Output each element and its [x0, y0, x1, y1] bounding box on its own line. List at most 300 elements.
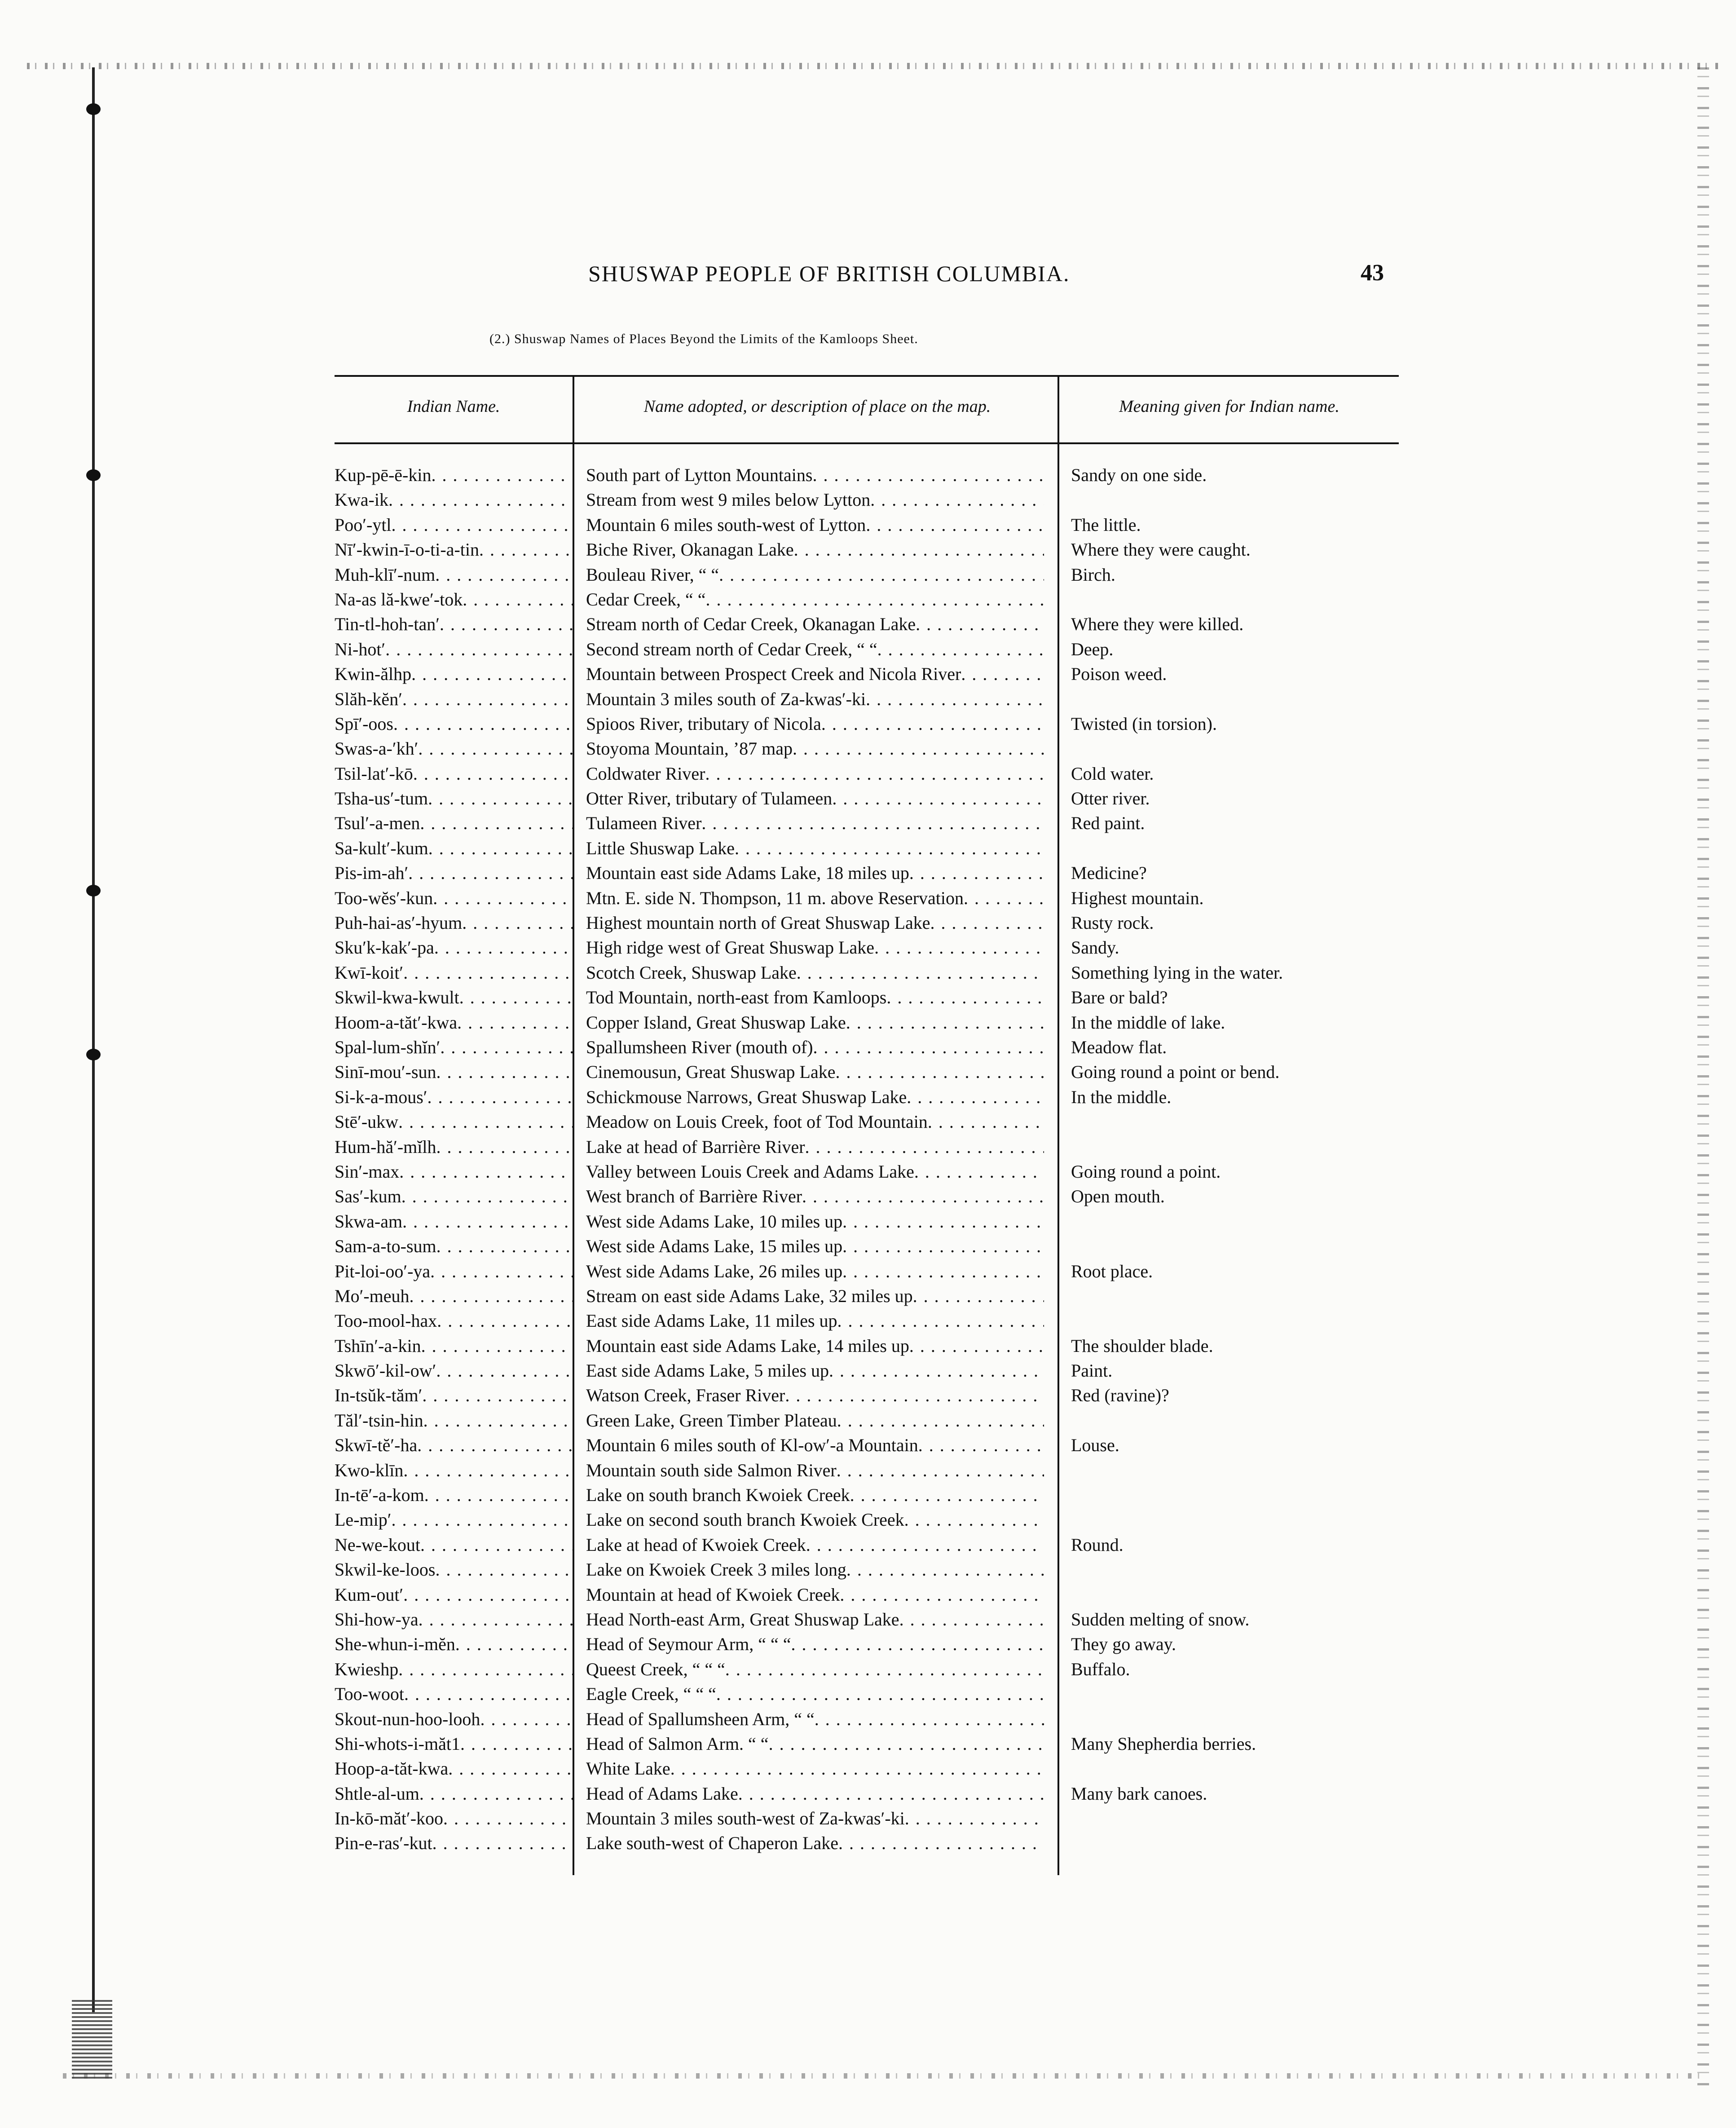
dot-leader	[432, 1831, 573, 1855]
dot-leader	[899, 1607, 1044, 1632]
table-row	[335, 886, 1399, 910]
place-description-cell	[586, 487, 1044, 512]
dot-leader	[428, 836, 573, 861]
indian-name-cell-text: Slăh-kĕn′	[335, 689, 402, 709]
dot-leader	[907, 1085, 1044, 1109]
place-description-cell	[586, 1035, 1044, 1060]
place-description-cell-text: Head of Salmon Arm. “ “	[586, 1733, 769, 1754]
indian-name-cell	[335, 1408, 573, 1433]
place-description-cell	[586, 1109, 1044, 1134]
dot-leader	[411, 662, 573, 686]
place-description-cell-text: White Lake	[586, 1758, 670, 1779]
indian-name-cell	[335, 1582, 573, 1607]
indian-name-cell	[335, 537, 573, 562]
table-row	[335, 836, 1399, 861]
meaning-cell-text: They go away.	[1071, 1634, 1176, 1655]
table-row	[335, 1184, 1399, 1209]
dot-leader	[866, 687, 1044, 711]
dot-leader	[735, 836, 1044, 861]
place-description-cell-text: Scotch Creek, Shuswap Lake	[586, 962, 797, 983]
table-row	[335, 1731, 1399, 1756]
dot-leader	[435, 1557, 573, 1582]
table-row	[335, 1458, 1399, 1483]
table-row	[335, 1483, 1399, 1507]
indian-name-cell-text: Tsul′-a-men	[335, 813, 420, 834]
indian-name-cell-text: Skwil-kwa-kwult	[335, 987, 459, 1008]
dot-leader	[404, 1682, 573, 1706]
dot-leader	[918, 1433, 1044, 1457]
place-description-cell	[586, 811, 1044, 835]
place-description-cell-text: Lake on south branch Kwoiek Creek	[586, 1485, 850, 1505]
dot-leader	[434, 935, 573, 960]
place-description-cell-text: South part of Lytton Mountains	[586, 465, 813, 485]
place-description-cell-text: Lake on second south branch Kwoiek Creek	[586, 1510, 904, 1530]
meaning-cell	[1071, 512, 1394, 537]
table-row	[335, 1657, 1399, 1682]
meaning-cell	[1071, 935, 1394, 960]
meaning-cell-text: Louse.	[1071, 1435, 1119, 1456]
dot-leader	[813, 1035, 1044, 1060]
meaning-cell	[1071, 1060, 1394, 1084]
indian-name-cell-text: Puh-hai-as′-hyum	[335, 913, 463, 933]
dot-leader	[870, 487, 1044, 512]
indian-name-cell	[335, 1707, 573, 1731]
dot-leader	[418, 736, 573, 761]
place-description-cell	[586, 1284, 1044, 1308]
dot-leader	[435, 562, 573, 587]
indian-name-cell	[335, 487, 573, 512]
page-edge-top	[27, 63, 1718, 69]
place-description-cell	[586, 612, 1044, 636]
indian-name-cell-text: Skout-nun-hoo-looh	[335, 1709, 480, 1729]
indian-name-cell	[335, 1756, 573, 1781]
table-row	[335, 1358, 1399, 1383]
indian-name-cell	[335, 1060, 573, 1084]
table-row	[335, 1756, 1399, 1781]
indian-name-cell	[335, 1831, 573, 1855]
dot-leader	[459, 985, 573, 1010]
indian-name-cell-text: Spī′-oos	[335, 713, 393, 734]
place-description-cell-text: Spallumsheen River (mouth of)	[586, 1037, 813, 1057]
dot-leader	[436, 1234, 573, 1258]
indian-name-cell-text: She-whun-i-mĕn	[335, 1634, 455, 1655]
meaning-cell	[1071, 1333, 1394, 1358]
dot-leader	[670, 1756, 1044, 1781]
binding-mark	[86, 103, 101, 115]
table-row	[335, 1259, 1399, 1284]
meaning-cell-text: Deep.	[1071, 639, 1114, 659]
table-row	[335, 1831, 1399, 1855]
indian-name-cell-text: Shtle-al-um	[335, 1783, 419, 1804]
indian-name-cell	[335, 786, 573, 811]
indian-name-cell	[335, 1234, 573, 1258]
place-description-cell-text: Cinemousun, Great Shuswap Lake	[586, 1062, 836, 1082]
meaning-cell-text: Buffalo.	[1071, 1659, 1130, 1679]
dot-leader	[398, 1657, 573, 1682]
indian-name-cell-text: Na-as lă-kwe′-tok	[335, 589, 463, 609]
indian-name-cell-text: Shi-whots-i-măt1	[335, 1733, 460, 1754]
meaning-cell	[1071, 711, 1394, 736]
indian-name-cell-text: Swas-a-′kh′	[335, 738, 419, 759]
table-row	[335, 736, 1399, 761]
place-description-cell-text: Copper Island, Great Shuswap Lake	[586, 1012, 846, 1033]
dot-leader	[793, 736, 1044, 761]
table-row	[335, 1284, 1399, 1308]
indian-name-cell-text: Pin-e-ras′-kut	[335, 1833, 432, 1854]
place-description-cell-text: Mountain south side Salmon River	[586, 1460, 837, 1480]
dot-leader	[420, 811, 573, 835]
place-description-cell	[586, 512, 1044, 537]
place-description-cell	[586, 886, 1044, 910]
dot-leader	[738, 1781, 1044, 1806]
place-description-cell-text: Lake at head of Kwoiek Creek	[586, 1534, 806, 1555]
indian-name-cell-text: Kum-out′	[335, 1584, 404, 1605]
place-description-cell	[586, 1085, 1044, 1109]
indian-name-cell	[335, 1333, 573, 1358]
dot-leader	[785, 1383, 1044, 1408]
indian-name-cell-text: Tshīn′-a-kin	[335, 1335, 421, 1356]
place-description-cell-text: Cedar Creek, “ “	[586, 589, 706, 609]
place-description-cell	[586, 985, 1044, 1010]
indian-name-cell	[335, 985, 573, 1010]
dot-leader	[436, 1135, 573, 1159]
dot-leader	[440, 1035, 573, 1060]
table-row	[335, 1532, 1399, 1557]
dot-leader	[815, 1707, 1044, 1731]
table-row	[335, 861, 1399, 885]
dot-leader	[837, 1458, 1044, 1483]
table-row	[335, 910, 1399, 935]
table-row	[335, 1234, 1399, 1258]
place-description-cell	[586, 1433, 1044, 1457]
meaning-cell	[1071, 1085, 1394, 1109]
place-description-cell	[586, 1806, 1044, 1831]
table-caption: (2.) Shuswap Names of Places Beyond the Limits of the Kamloops Sheet.	[489, 331, 918, 346]
place-description-cell-text: Valley between Louis Creek and Adams Lake	[586, 1161, 914, 1182]
table-row	[335, 1383, 1399, 1408]
dot-leader	[909, 1333, 1044, 1358]
table-row	[335, 587, 1399, 612]
indian-name-cell-text: Skwī-tĕ′-ha	[335, 1435, 418, 1456]
dot-leader	[440, 612, 573, 636]
indian-name-cell	[335, 711, 573, 736]
place-description-cell	[586, 587, 1044, 612]
page-edge-bottom	[63, 2073, 1709, 2079]
dot-leader	[403, 1458, 573, 1483]
meaning-cell	[1071, 562, 1394, 587]
indian-name-cell-text: Sas′-kum	[335, 1186, 401, 1207]
dot-leader	[433, 886, 573, 910]
place-description-cell-text: Mountain at head of Kwoiek Creek	[586, 1584, 840, 1605]
place-description-cell-text: Schickmouse Narrows, Great Shuswap Lake	[586, 1086, 907, 1107]
place-description-cell-text: Mountain 6 miles south-west of Lytton	[586, 514, 866, 535]
binding-edge	[92, 67, 95, 2012]
place-description-cell	[586, 786, 1044, 811]
dot-leader	[842, 1259, 1044, 1284]
place-description-cell-text: Watson Creek, Fraser River	[586, 1385, 785, 1406]
place-description-cell-text: West side Adams Lake, 10 miles up	[586, 1211, 843, 1232]
indian-name-cell-text: Sinī-mou′-sun	[335, 1062, 436, 1082]
dot-leader	[719, 562, 1044, 587]
meaning-cell	[1071, 1532, 1394, 1557]
indian-name-cell-text: Too-wĕs′-kun	[335, 887, 433, 908]
indian-name-cell	[335, 637, 573, 662]
place-description-cell	[586, 1209, 1044, 1234]
indian-name-cell-text: Tsha-us′-tum	[335, 788, 428, 809]
indian-name-cell-text: Tin-tl-hoh-tan′	[335, 614, 440, 635]
indian-name-cell	[335, 512, 573, 537]
place-description-cell	[586, 935, 1044, 960]
place-description-cell-text: Coldwater River	[586, 763, 705, 784]
meaning-cell-text: The little.	[1071, 514, 1141, 535]
dot-leader	[874, 935, 1044, 960]
meaning-cell	[1071, 910, 1394, 935]
place-description-cell-text: Stream north of Cedar Creek, Okanagan Lake	[586, 614, 916, 635]
table-row	[335, 1557, 1399, 1582]
dot-leader	[769, 1731, 1044, 1756]
place-description-cell	[586, 1333, 1044, 1358]
place-description-cell-text: Lake at head of Barrière River	[586, 1136, 805, 1157]
dot-leader	[802, 1184, 1044, 1209]
place-description-cell-text: Lake south-west of Chaperon Lake	[586, 1833, 839, 1854]
dot-leader	[835, 1060, 1044, 1084]
dot-leader	[410, 1284, 573, 1308]
place-description-cell	[586, 1234, 1044, 1258]
meaning-cell	[1071, 1035, 1394, 1060]
meaning-cell-text: Bare or bald?	[1071, 987, 1168, 1008]
indian-name-cell-text: Kup-pē-ē-kin	[335, 465, 432, 485]
place-description-cell-text: Meadow on Louis Creek, foot of Tod Mountain	[586, 1112, 928, 1132]
dot-leader	[842, 1209, 1044, 1234]
place-description-cell	[586, 637, 1044, 662]
indian-name-cell-text: Pit-loi-oo′-ya	[335, 1261, 431, 1281]
place-description-cell-text: Bouleau River, “ “	[586, 564, 719, 585]
meaning-cell-text: In the middle of lake.	[1071, 1012, 1225, 1033]
place-description-cell	[586, 1731, 1044, 1756]
indian-name-cell	[335, 836, 573, 861]
indian-name-cell	[335, 1358, 573, 1383]
place-description-cell-text: West side Adams Lake, 26 miles up	[586, 1261, 843, 1281]
dot-leader	[422, 1383, 573, 1408]
dot-leader	[399, 1159, 573, 1184]
meaning-cell-text: Many Shepherdia berries.	[1071, 1733, 1256, 1754]
place-description-cell-text: Stream on east side Adams Lake, 32 miles up	[586, 1285, 913, 1306]
dot-leader	[419, 1781, 573, 1806]
dot-leader	[402, 1209, 573, 1234]
table-row	[335, 1109, 1399, 1134]
dot-leader	[837, 1408, 1044, 1433]
indian-name-cell	[335, 736, 573, 761]
dot-leader	[850, 1483, 1044, 1507]
meaning-cell-text: Where they were killed.	[1071, 614, 1244, 635]
dot-leader	[430, 1259, 573, 1284]
dot-leader	[403, 960, 573, 985]
meaning-cell-text: Sandy on one side.	[1071, 465, 1207, 485]
indian-name-cell	[335, 662, 573, 686]
indian-name-cell	[335, 861, 573, 885]
dot-leader	[427, 1085, 573, 1109]
table-row	[335, 1308, 1399, 1333]
place-description-cell-text: West side Adams Lake, 15 miles up	[586, 1236, 843, 1257]
meaning-cell-text: Birch.	[1071, 564, 1115, 585]
binding-blot	[72, 1998, 112, 2079]
running-head: SHUSWAP PEOPLE OF BRITISH COLUMBIA.	[588, 261, 1070, 286]
indian-name-cell-text: Skwō′-kil-ow′	[335, 1360, 436, 1381]
table-row	[335, 1682, 1399, 1706]
place-description-cell	[586, 1507, 1044, 1532]
place-description-cell	[586, 1458, 1044, 1483]
indian-name-cell	[335, 935, 573, 960]
table-row	[335, 637, 1399, 662]
dot-leader	[705, 761, 1044, 786]
indian-name-cell	[335, 1383, 573, 1408]
meaning-cell-text: Medicine?	[1071, 863, 1147, 883]
table-row	[335, 1632, 1399, 1656]
place-description-cell-text: Green Lake, Green Timber Plateau	[586, 1410, 837, 1430]
dot-leader	[877, 637, 1044, 662]
place-description-cell	[586, 687, 1044, 711]
place-description-cell-text: Stoyoma Mountain, ’87 map	[586, 738, 793, 759]
dot-leader	[916, 612, 1044, 636]
meaning-cell-text: Root place.	[1071, 1261, 1153, 1281]
place-description-cell	[586, 1781, 1044, 1806]
place-description-cell	[586, 761, 1044, 786]
place-description-cell-text: Head of Seymour Arm, “ “ “	[586, 1634, 791, 1655]
indian-name-cell-text: Too-woot	[335, 1684, 404, 1704]
indian-name-cell-text: Le-mip′	[335, 1510, 392, 1530]
meaning-cell-text: Round.	[1071, 1534, 1124, 1555]
place-description-cell-text: High ridge west of Great Shuswap Lake	[586, 937, 875, 958]
place-description-cell	[586, 1582, 1044, 1607]
indian-name-cell-text: Skwa-am	[335, 1211, 403, 1232]
indian-name-cell	[335, 587, 573, 612]
meaning-cell-text: Otter river.	[1071, 788, 1150, 809]
indian-name-cell	[335, 1806, 573, 1831]
indian-name-cell-text: Tăl′-tsin-hin	[335, 1410, 423, 1430]
meaning-cell	[1071, 886, 1394, 910]
indian-name-cell	[335, 1731, 573, 1756]
dot-leader	[791, 1632, 1044, 1656]
indian-name-cell	[335, 1607, 573, 1632]
binding-mark	[86, 1049, 101, 1060]
dot-leader	[821, 711, 1044, 736]
table-row	[335, 1507, 1399, 1532]
indian-name-cell-text: Muh-klī′-num	[335, 564, 436, 585]
dot-leader	[866, 512, 1044, 537]
meaning-cell-text: Rusty rock.	[1071, 913, 1154, 933]
meaning-cell-text: Where they were caught.	[1071, 539, 1251, 560]
place-description-cell	[586, 1532, 1044, 1557]
meaning-cell	[1071, 463, 1394, 487]
indian-name-cell	[335, 1682, 573, 1706]
dot-leader	[725, 1657, 1044, 1682]
indian-name-cell-text: Pis-im-ah′	[335, 863, 409, 883]
meaning-cell	[1071, 1383, 1394, 1408]
place-description-cell	[586, 1682, 1044, 1706]
place-description-cell-text: Little Shuswap Lake	[586, 838, 735, 858]
place-description-cell-text: Highest mountain north of Great Shuswap Lake	[586, 913, 930, 933]
table-row	[335, 1707, 1399, 1731]
table-row	[335, 687, 1399, 711]
dot-leader	[904, 1507, 1044, 1532]
meaning-cell	[1071, 811, 1394, 835]
meaning-cell-text: Going round a point.	[1071, 1161, 1221, 1182]
table-top-rule	[335, 375, 1399, 377]
indian-name-cell-text: Si-k-a-mous′	[335, 1086, 427, 1107]
meaning-cell-text: Something lying in the water.	[1071, 962, 1283, 983]
meaning-cell	[1071, 1184, 1394, 1209]
dot-leader	[462, 910, 573, 935]
dot-leader	[961, 662, 1044, 686]
dot-leader	[424, 1483, 573, 1507]
place-description-cell	[586, 1010, 1044, 1035]
place-description-cell	[586, 1557, 1044, 1582]
place-description-cell	[586, 836, 1044, 861]
place-description-cell-text: Head of Spallumsheen Arm, “ “	[586, 1709, 815, 1729]
table-row	[335, 1781, 1399, 1806]
indian-name-cell	[335, 1532, 573, 1557]
meaning-cell-text: Sudden melting of snow.	[1071, 1609, 1250, 1629]
indian-name-cell	[335, 1109, 573, 1134]
dot-leader	[460, 1731, 573, 1756]
indian-name-cell	[335, 1259, 573, 1284]
indian-name-cell	[335, 1458, 573, 1483]
table-row	[335, 761, 1399, 786]
indian-name-cell	[335, 886, 573, 910]
table-row	[335, 1333, 1399, 1358]
indian-name-cell-text: In-kō-măt′-koo	[335, 1808, 444, 1829]
place-description-cell-text: Stream from west 9 miles below Lytton	[586, 490, 871, 510]
meaning-cell	[1071, 1159, 1394, 1184]
dot-leader	[806, 1532, 1044, 1557]
indian-name-cell-text: Too-mool-hax	[335, 1311, 437, 1331]
indian-name-cell-text: Mo′-meuh	[335, 1285, 410, 1306]
dot-leader	[706, 587, 1044, 612]
indian-name-cell	[335, 1557, 573, 1582]
indian-name-cell	[335, 761, 573, 786]
table-row	[335, 1607, 1399, 1632]
dot-leader	[794, 537, 1044, 562]
dot-leader	[837, 1308, 1044, 1333]
dot-leader	[392, 512, 573, 537]
dot-leader	[842, 1234, 1044, 1258]
dot-leader	[886, 985, 1044, 1010]
indian-name-cell	[335, 1209, 573, 1234]
dot-leader	[846, 1557, 1044, 1582]
table-row	[335, 935, 1399, 960]
dot-leader	[805, 1135, 1044, 1159]
place-description-cell	[586, 1259, 1044, 1284]
indian-name-cell-text: Hoop-a-tăt-kwa	[335, 1758, 449, 1779]
indian-name-cell-text: Kwo-klīn	[335, 1460, 404, 1480]
indian-name-cell	[335, 1657, 573, 1682]
meaning-cell-text: Open mouth.	[1071, 1186, 1165, 1207]
dot-leader	[846, 1010, 1044, 1035]
dot-leader	[428, 786, 573, 811]
place-description-cell	[586, 1756, 1044, 1781]
indian-name-cell	[335, 1184, 573, 1209]
table-row	[335, 1135, 1399, 1159]
dot-leader	[812, 463, 1044, 487]
indian-name-cell-text: In-tsŭk-tăm′	[335, 1385, 423, 1406]
place-description-cell-text: Second stream north of Cedar Creek, “ “	[586, 639, 877, 659]
indian-name-cell-text: Spal-lum-shĭn′	[335, 1037, 441, 1057]
indian-name-cell-text: Kwin-ălhp	[335, 664, 412, 684]
meaning-cell	[1071, 1731, 1394, 1756]
column-header-description: Name adopted, or description of place on the map.	[643, 397, 991, 416]
dot-leader	[913, 1284, 1044, 1308]
meaning-cell	[1071, 537, 1394, 562]
